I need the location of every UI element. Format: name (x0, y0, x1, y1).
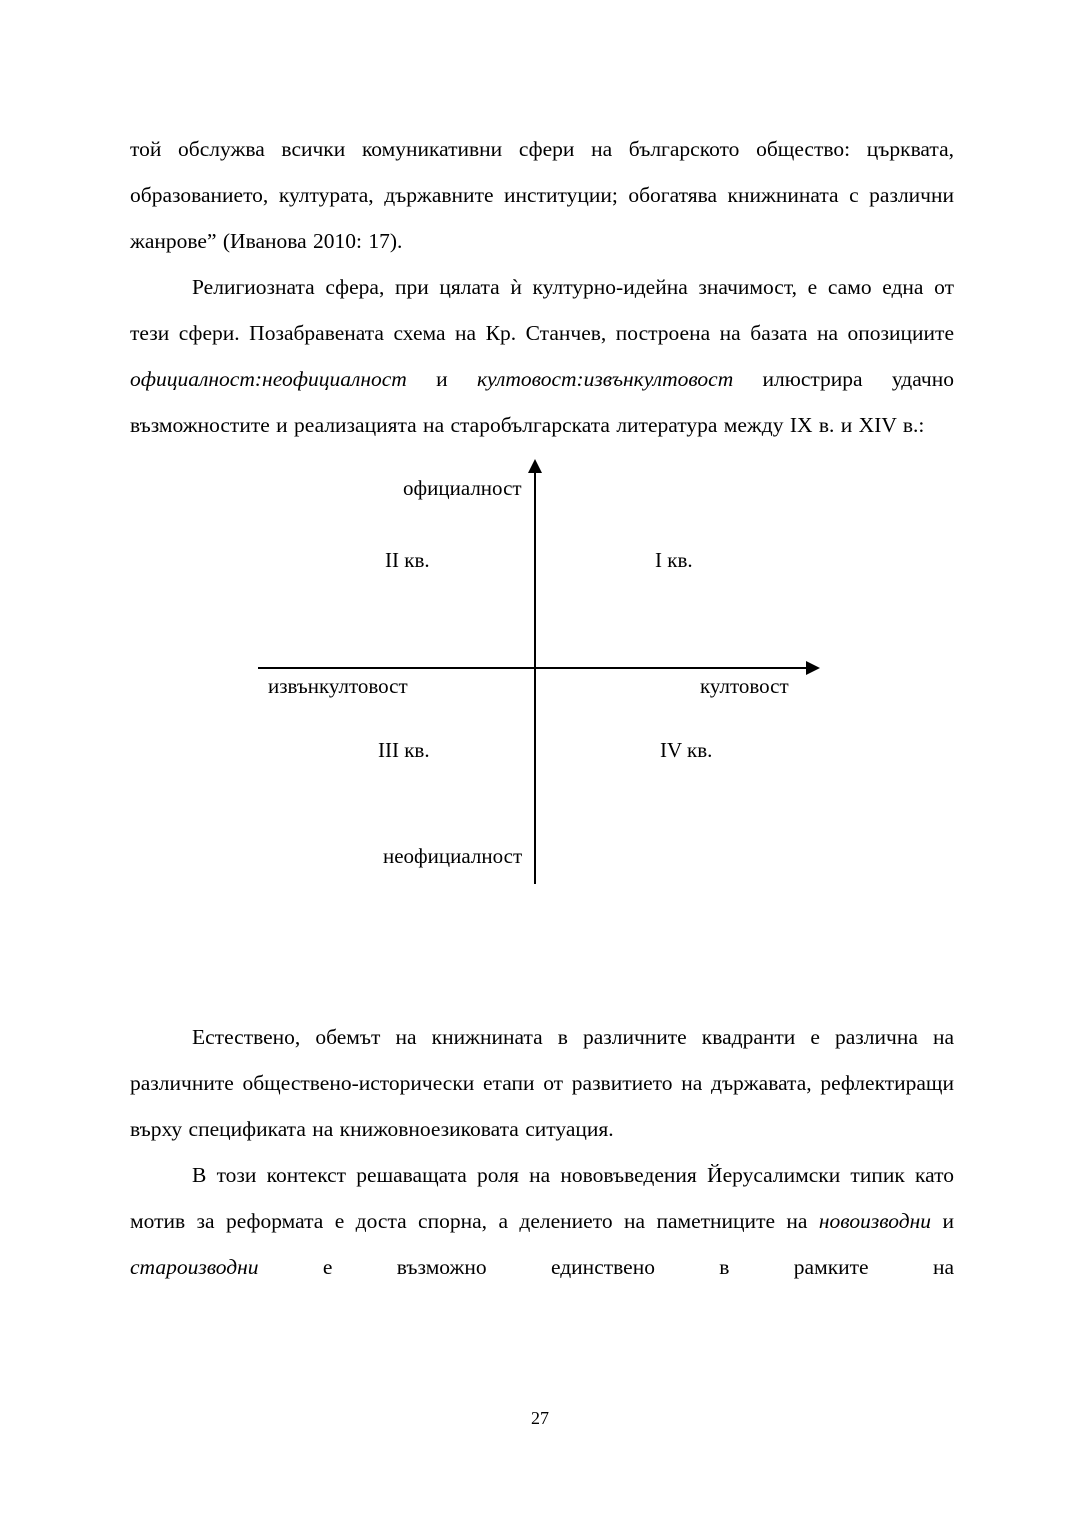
paragraph-4-text-2: и (931, 1209, 954, 1233)
italic-term-staroizvodni: староизводни (130, 1255, 259, 1279)
horizontal-axis-line (258, 667, 806, 669)
paragraph-2-text-3: илюстрира удачно възможностите и реализацията на старобългарската литература между IX в. и XIV в.: (130, 367, 954, 437)
paragraph-1: той обслужва всички комуникативни сфери на българското общество: църквата, образованието, културата, държавните институции; обогатява книжнината с различни жанрове” (Иванова 2010: 17). (130, 137, 954, 253)
axis-left-label: извънкултовост (268, 674, 408, 698)
italic-term-novoizvodni: новоизводни (818, 1209, 932, 1233)
horizontal-axis-arrow-icon (806, 661, 820, 675)
paragraph-3: Естествено, обемът на книжнината в различните квадранти е различна на различните обществено-исторически етапи от развитието на държавата, рефлектиращи върху спецификата на книжовноезиковата ситуация. (130, 1025, 954, 1141)
quadrant-1-label: I кв. (655, 548, 693, 572)
vertical-axis-line (534, 472, 536, 884)
quadrant-2-label: II кв. (385, 548, 430, 572)
paragraph-2-text-1: Религиозната сфера, при цялата ѝ културно-идейна значимост, е само една от тези сфери. Позабравената схема на Кр. Станчев, построена на базата на опозициите (130, 275, 954, 345)
vertical-axis-arrow-icon (528, 459, 542, 473)
axis-top-label: официалност (403, 476, 522, 500)
quadrant-3-label: III кв. (378, 738, 430, 762)
page-number: 27 (531, 1408, 549, 1428)
paragraph-2-text-2: и (406, 367, 477, 391)
page-content (130, 126, 954, 1290)
axis-right-label: култовост (700, 674, 789, 698)
quadrant-diagram (130, 448, 954, 1014)
italic-term-oppositions-2: култовост:извънкултовост (476, 367, 734, 391)
italic-term-oppositions-1: официалност:неофициалност (130, 367, 407, 391)
paragraph-4 (130, 1152, 954, 1290)
quadrant-4-label: IV кв. (660, 738, 713, 762)
paragraph-4-text-3: е възможно единствено в рамките на (258, 1255, 954, 1279)
paragraph-4-text-1: В този контекст решаващата роля на нововъведения Йерусалимски типик като мотив за реформата е доста спорна, а делението на паметниците на (130, 1163, 954, 1233)
paragraph-2 (130, 264, 954, 448)
axis-bottom-label: неофициалност (383, 844, 523, 868)
